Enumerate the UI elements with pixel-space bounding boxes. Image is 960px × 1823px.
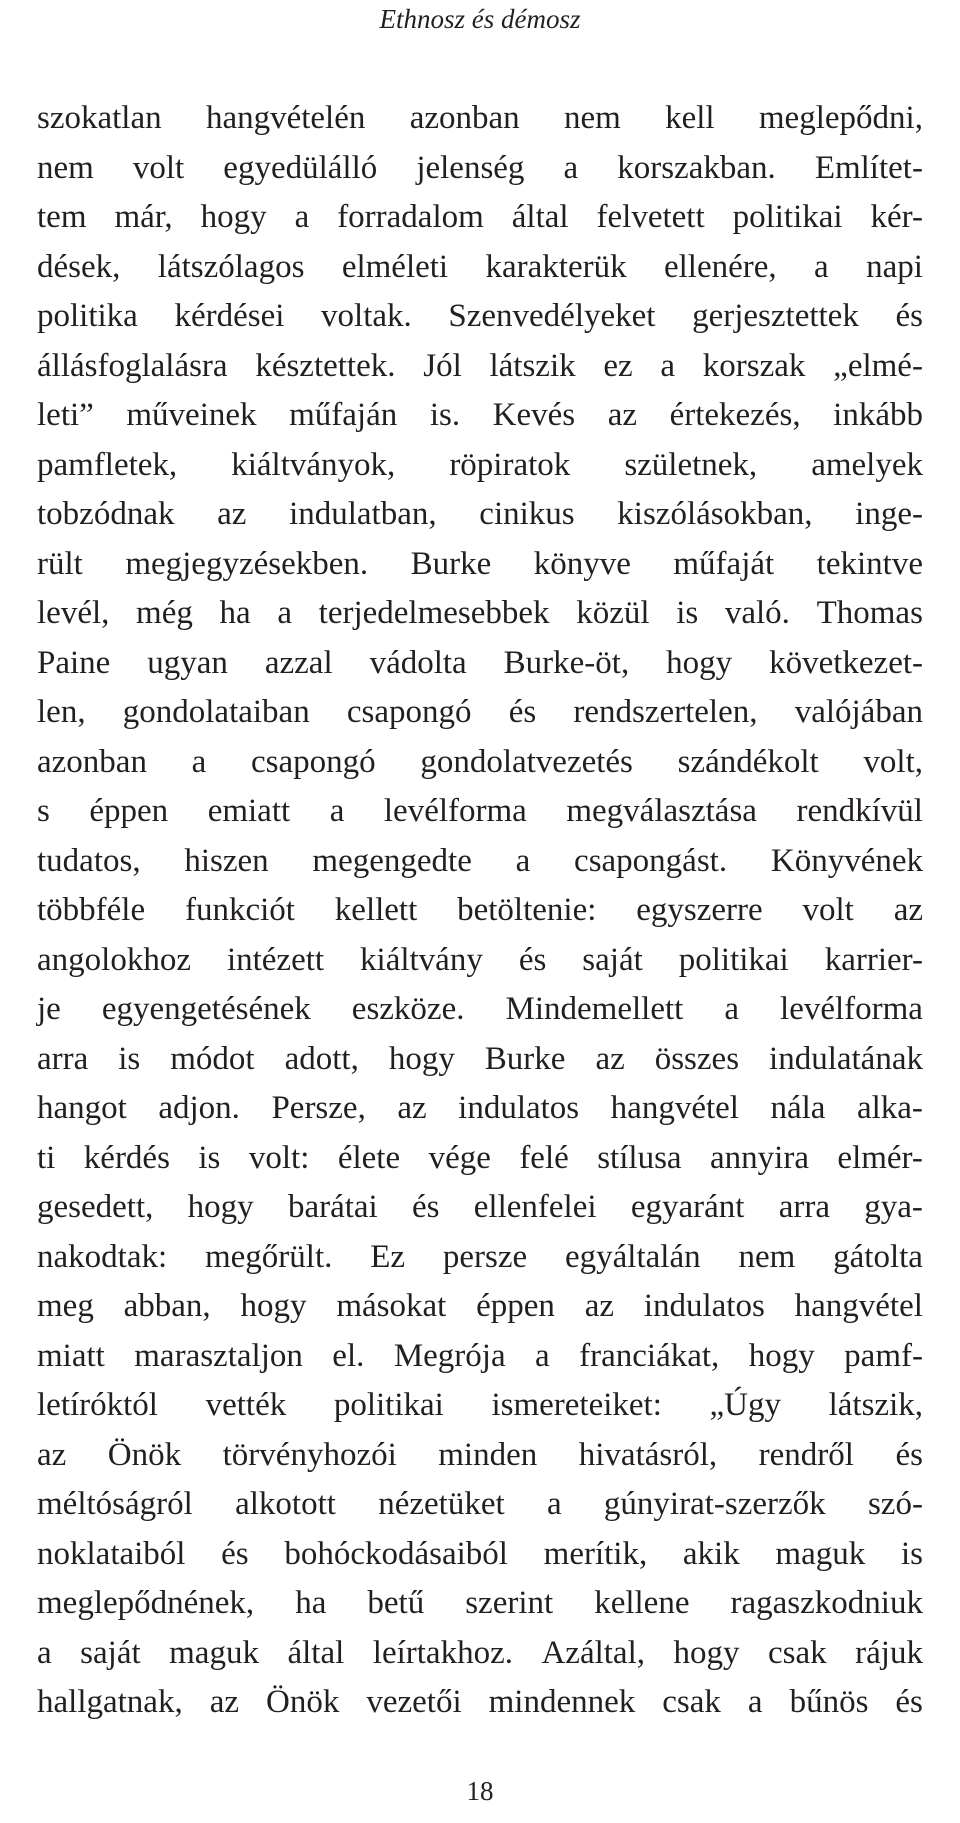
- text-line: levél, még ha a terjedelmesebbek közül is való. Thomas: [37, 595, 923, 631]
- text-line: hangot adjon. Persze, az indulatos hangvétel nála alka-: [37, 1090, 923, 1126]
- text-line: nem volt egyedülálló jelenség a korszakban. Említet-: [37, 149, 923, 186]
- text-line: noklataiból és bohóckodásaiból merítik, akik maguk is: [37, 1535, 923, 1572]
- text-line: a saját maguk által leírtakhoz. Azáltal, hogy csak rájuk: [37, 1634, 923, 1671]
- text-line: hallgatnak, az Önök vezetői mindennek csak a bűnös és: [37, 1684, 923, 1720]
- text-line: állásfoglalásra késztettek. Jól látszik ez a korszak „elmé-: [37, 347, 923, 384]
- text-line: tudatos, hiszen megengedte a csapongást. Könyvének: [37, 842, 923, 879]
- text-line: gesedett, hogy barátai és ellenfelei egyaránt arra gya-: [37, 1189, 923, 1225]
- text-line: méltóságról alkotott nézetüket a gúnyirat-szerzők szó-: [37, 1486, 923, 1522]
- text-line: s éppen emiatt a levélforma megválasztása rendkívül: [37, 793, 923, 829]
- text-line: tobzódnak az indulatban, cinikus kiszólásokban, inge-: [37, 496, 923, 532]
- page-number: 18: [466, 1776, 494, 1806]
- text-line: pamfletek, kiáltványok, röpiratok születnek, amelyek: [37, 446, 923, 483]
- text-line: arra is módot adott, hogy Burke az összes indulatának: [37, 1040, 923, 1077]
- text-line: az Önök törvényhozói minden hivatásról, rendről és: [37, 1436, 923, 1473]
- text-line: politika kérdései voltak. Szenvedélyeket gerjesztettek és: [37, 298, 923, 334]
- text-line: tem már, hogy a forradalom által felvetett politikai kér-: [37, 199, 923, 235]
- text-line: ti kérdés is volt: élete vége felé stílusa annyira elmér-: [37, 1139, 923, 1176]
- text-line: je egyengetésének eszköze. Mindemellett a levélforma: [37, 991, 923, 1027]
- body-paragraph: [37, 94, 923, 1728]
- text-line: rült megjegyzésekben. Burke könyve műfaját tekintve: [37, 545, 923, 582]
- text-line: letíróktól vették politikai ismereteiket: „Úgy látszik,: [37, 1387, 923, 1423]
- text-line: nakodtak: megőrült. Ez persze egyáltalán nem gátolta: [37, 1238, 923, 1275]
- text-line: len, gondolataiban csapongó és rendszertelen, valójában: [37, 694, 923, 730]
- running-header: Ethnosz és démosz: [379, 4, 581, 34]
- text-line: többféle funkciót kellett betöltenie: egyszerre volt az: [37, 892, 923, 928]
- text-line: szokatlan hangvételén azonban nem kell meglepődni,: [37, 100, 923, 136]
- text-line: meg abban, hogy másokat éppen az indulatos hangvétel: [37, 1288, 923, 1324]
- text-line: Paine ugyan azzal vádolta Burke-öt, hogy következet-: [37, 644, 923, 681]
- text-line: angolokhoz intézett kiáltvány és saját politikai karrier-: [37, 941, 923, 978]
- text-line: azonban a csapongó gondolatvezetés szándékolt volt,: [37, 743, 923, 780]
- text-line: meglepődnének, ha betű szerint kellene ragaszkodniuk: [37, 1585, 923, 1621]
- text-line: leti” műveinek műfaján is. Kevés az értekezés, inkább: [37, 397, 923, 433]
- text-line: miatt marasztaljon el. Megrója a franciákat, hogy pamf-: [37, 1337, 923, 1374]
- text-line: dések, látszólagos elméleti karakterük ellenére, a napi: [37, 248, 923, 285]
